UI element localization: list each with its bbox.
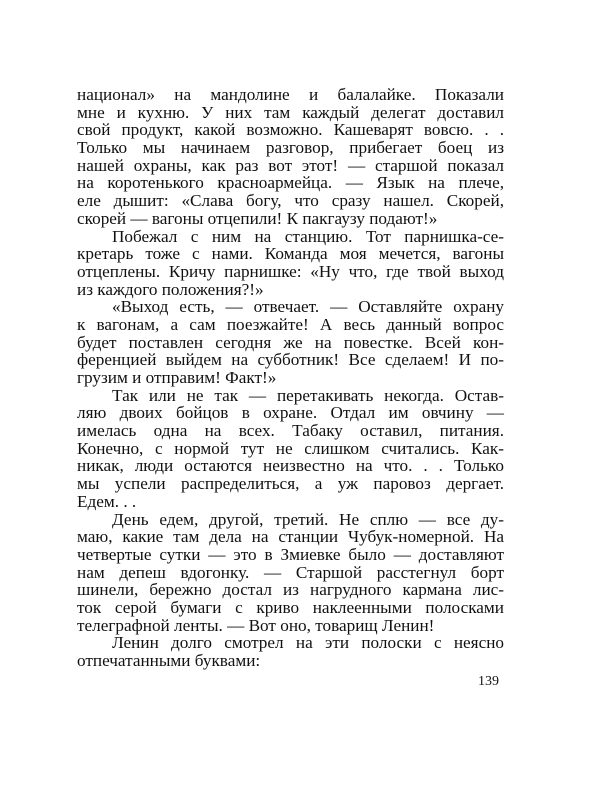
text-line: ток серой бумаги с криво наклеенными полосками <box>77 597 504 617</box>
paragraph <box>77 86 504 228</box>
text-line: еле дышит: «Слава богу, что сразу нашел. Скорей, <box>77 191 504 211</box>
text-line: скорей — вагоны отцепили! К пакгаузу подают!» <box>77 208 438 228</box>
text-line: отцеплены. Кричу парнишке: «Ну что, где твой выход <box>77 261 504 281</box>
text-line: Ленин долго смотрел на эти полоски с неясно <box>112 633 504 653</box>
paragraph <box>77 634 504 669</box>
text-line: на коротенького красноармейца. — Язык на плече, <box>77 173 504 193</box>
text-line: кретарь тоже с нами. Команда моя мечется, вагоны <box>77 244 504 264</box>
text-line: мы успели распределиться, а уж паровоз дергает. <box>77 474 504 494</box>
paragraph <box>77 228 504 299</box>
text-line: нам депеш вдогонку. — Старшой расстегнул борт <box>77 562 504 582</box>
paragraph <box>77 387 504 511</box>
text-line: маю, какие там дела на станции Чубук-номерной. На <box>77 527 504 547</box>
paragraph <box>77 298 504 386</box>
text-line: будет поставлен сегодня же на повестке. Всей кон- <box>77 332 504 352</box>
text-line: мне и кухню. У них там каждый делегат доставил <box>77 102 504 122</box>
text-line: четвертые сутки — это в Змиевке было — доставляют <box>77 544 504 564</box>
text-line: ляю двоих бойцов в охране. Отдал им овчину — <box>77 403 504 423</box>
text-line: грузим и отправим! Факт!» <box>77 368 277 387</box>
text-line: из каждого положения?!» <box>77 279 264 299</box>
text-line: Конечно, с нормой тут не слишком считались. Как- <box>77 438 504 458</box>
text-line: Побежал с ним на станцию. Тот парнишка-се- <box>112 226 504 246</box>
text-line: имелась одна на всех. Табаку оставил, питания. <box>77 421 504 441</box>
text-line: нашей охраны, как раз вот этот! — старшой показал <box>77 155 504 175</box>
text-line: никак, люди остаются неизвестно на что. . . Только <box>77 456 504 476</box>
text-line: Едем. . . <box>77 491 137 511</box>
page-number: 139 <box>478 674 499 689</box>
text-line: к вагонам, а сам поезжайте! А весь данный вопрос <box>77 314 504 334</box>
text-line: свой продукт, какой возможно. Кашеварят вовсю. . . <box>77 120 504 140</box>
text-line: национал» на мандолине и балалайке. Показали <box>77 85 504 104</box>
text-line: отпечатанными буквами: <box>77 651 261 670</box>
text-line: ференцией выйдем на субботник! Все сделаем! И по- <box>77 350 504 370</box>
text-line: День едем, другой, третий. Не сплю — все ду- <box>112 509 504 529</box>
text-line: шинели, бережно достал из нагрудного кармана лис- <box>77 580 504 600</box>
paragraph <box>77 511 504 635</box>
text-line: телеграфной ленты. — Вот оно, товарищ Ленин! <box>77 615 435 635</box>
text-line: «Выход есть, — отвечает. — Оставляйте охрану <box>112 297 504 317</box>
text-line: Только мы начинаем разговор, прибегает боец из <box>77 138 504 158</box>
book-page-text <box>77 86 504 670</box>
text-line: Так или не так — перетакивать некогда. Остав- <box>112 385 504 405</box>
